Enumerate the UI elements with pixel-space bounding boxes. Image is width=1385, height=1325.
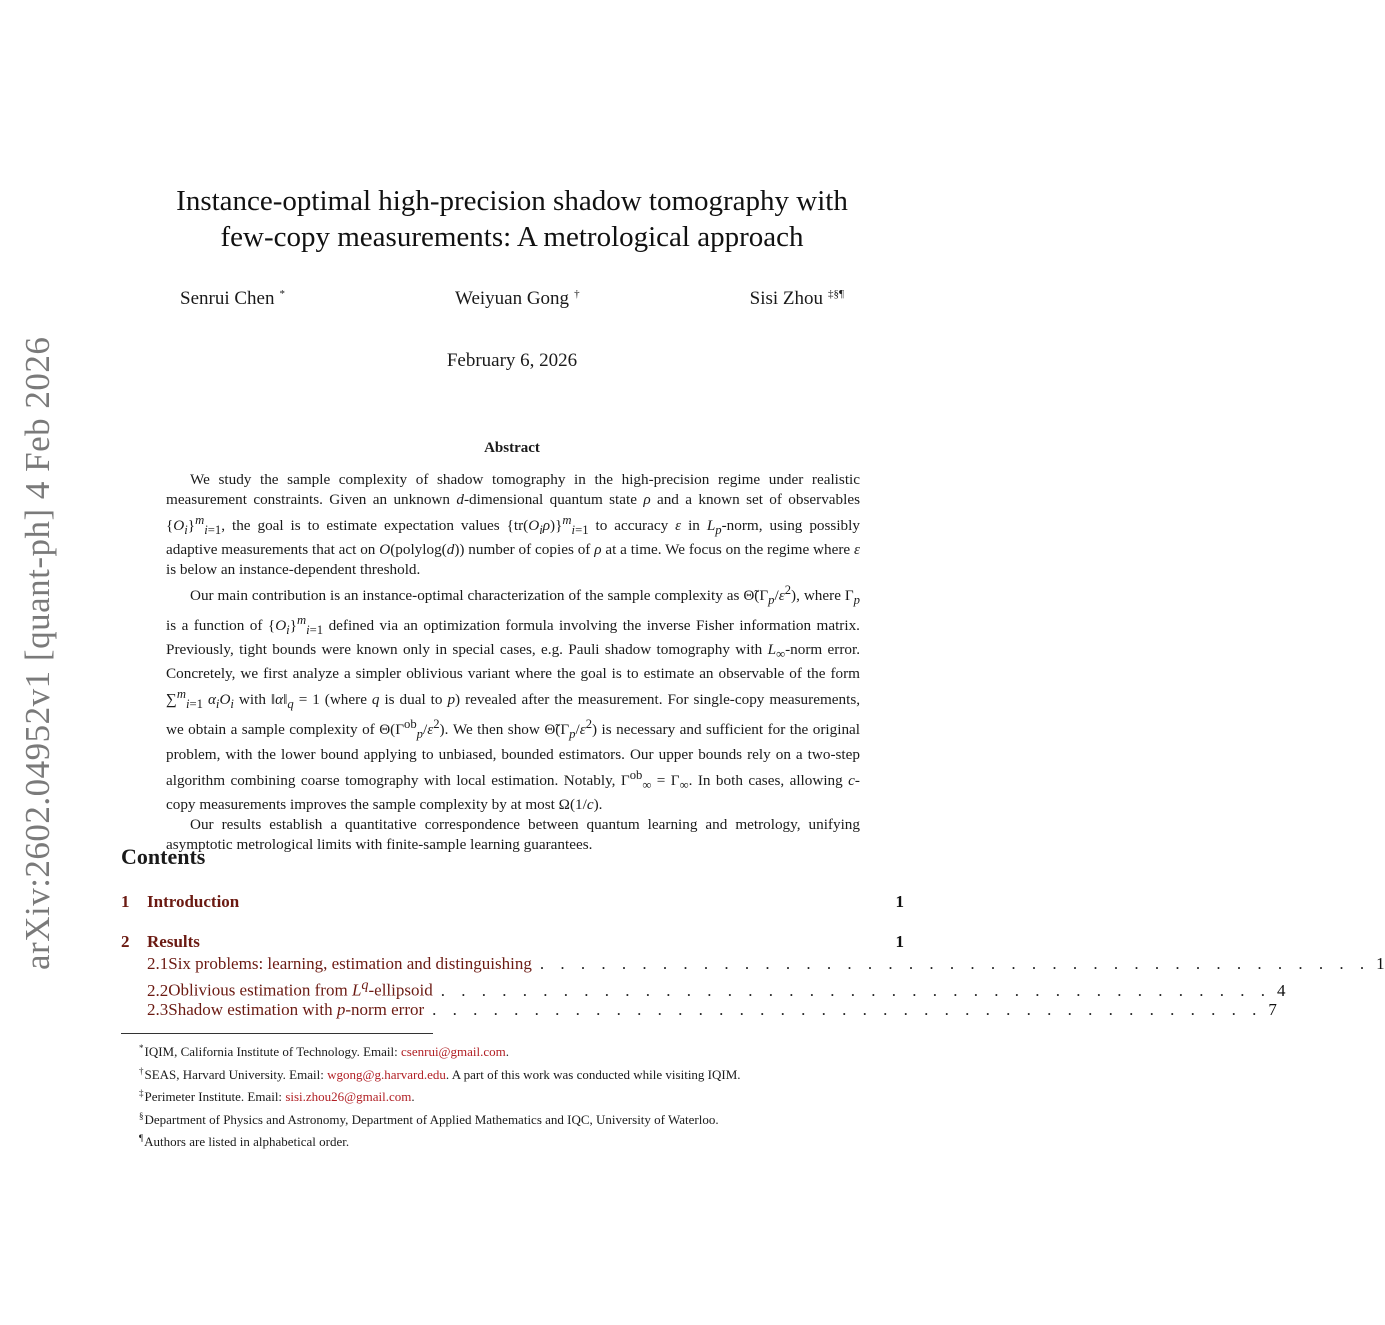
toc-leader: . . . . . . . . . . . . . . . . . . . . . . . . . . . . . . . . . . . . . . . . . bbox=[440, 980, 1271, 1000]
toc-link[interactable]: Results bbox=[147, 932, 200, 951]
footnote-4 bbox=[139, 1107, 899, 1130]
footnote-tail: . A part of this work was conducted while visiting IQIM. bbox=[445, 1066, 741, 1082]
table-of-contents bbox=[121, 892, 1385, 1023]
footnote-mark: † bbox=[139, 1065, 144, 1076]
footnote-2 bbox=[139, 1062, 899, 1085]
abstract-heading: Abstract bbox=[484, 440, 540, 456]
toc-link-suffix: -norm error bbox=[345, 1000, 425, 1019]
footnote-text: SEAS, Harvard University. Email: bbox=[144, 1066, 328, 1082]
email-link[interactable]: csenrui@gmail.com bbox=[401, 1044, 506, 1059]
toc-number: 2 bbox=[121, 932, 130, 951]
footnote-text: Perimeter Institute. Email: bbox=[144, 1089, 286, 1104]
footnote-text: Department of Physics and Astronomy, Department of Applied Mathematics and IQC, University of Waterloo. bbox=[144, 1111, 719, 1127]
footnote-5 bbox=[139, 1129, 899, 1152]
toc-leader: . . . . . . . . . . . . . . . . . . . . . . . . . . . . . . . . . . . . . . . . . bbox=[432, 1000, 1263, 1019]
toc-page: 1 bbox=[895, 932, 904, 951]
arxiv-identifier: arXiv:2602.04952v1 [quant-ph] 4 Feb 2026 bbox=[18, 336, 57, 970]
abstract-paragraph-1: We study the sample complexity of shadow tomography in the high-precision regime under realistic measurement constraints. Given an unknown d-dimensional quantum state ρ and a known set of observables $\{O_i\}^m_{i=1}$, the goal is to estimate expectation values $\{tr(O_i\rho)\}^m_{i=1}$ to accuracy ε in $L_p$-norm, using possibly adaptive measurements that act on O(polylog(d)) number of copies of ρ at a time. We focus on the regime where ε is below an instance-dependent threshold. bbox=[166, 471, 861, 579]
author-marks: * bbox=[279, 288, 285, 300]
paper-title bbox=[120, 183, 904, 255]
title-line-2: few-copy measurements: A metrological approach bbox=[220, 221, 804, 253]
author-marks: ‡§¶ bbox=[828, 288, 844, 300]
abstract-body bbox=[166, 470, 860, 855]
footnote-mark: ¶ bbox=[139, 1133, 144, 1143]
toc-section-introduction[interactable] bbox=[121, 892, 904, 914]
toc-page: 1 bbox=[895, 892, 904, 911]
abstract-paragraph-3: Our results establish a quantitative correspondence between quantum learning and metrology, unifying asymptotic metrological limits with finite-sample learning guarantees. bbox=[166, 815, 860, 853]
footnote-mark: * bbox=[139, 1043, 144, 1053]
toc-link[interactable]: Introduction bbox=[147, 892, 240, 911]
email-link[interactable]: sisi.zhou26@gmail.com bbox=[285, 1089, 412, 1104]
toc-number: 2.1 bbox=[147, 954, 169, 973]
publication-date: February 6, 2026 bbox=[446, 350, 578, 371]
contents-heading: Contents bbox=[121, 844, 206, 869]
title-line-1: Instance-optimal high-precision shadow tomography with bbox=[176, 185, 848, 217]
author-3 bbox=[750, 288, 844, 310]
author-name: Senrui Chen bbox=[180, 288, 275, 309]
email-link[interactable]: wgong@g.harvard.edu bbox=[327, 1066, 446, 1082]
toc-page: 4 bbox=[1276, 980, 1286, 1000]
footnote-1 bbox=[139, 1039, 899, 1062]
toc-link-text: Oblivious estimation from bbox=[168, 980, 348, 1000]
toc-link-suffix: -ellipsoid bbox=[368, 980, 433, 1000]
footnote-3 bbox=[139, 1084, 899, 1107]
footnote-rule bbox=[121, 1033, 433, 1034]
author-marks: † bbox=[574, 288, 580, 300]
footnote-text: IQIM, California Institute of Technology. Email: bbox=[144, 1044, 402, 1059]
toc-number: 2.3 bbox=[147, 1000, 169, 1019]
footnote-mark: § bbox=[139, 1110, 144, 1121]
toc-link[interactable]: Oblivious estimation from $L^q$-ellipsoid bbox=[168, 977, 433, 1000]
toc-link-text: Shadow estimation with bbox=[168, 1000, 333, 1019]
footnote-mark: ‡ bbox=[139, 1088, 144, 1098]
toc-subsection-oblivious-estimation[interactable] bbox=[121, 977, 1286, 1000]
author-name: Sisi Zhou bbox=[749, 288, 823, 309]
footnote-tail: . bbox=[505, 1044, 510, 1059]
author-2 bbox=[455, 288, 580, 310]
toc-section-results[interactable] bbox=[121, 932, 904, 954]
toc-page: 1 bbox=[1376, 954, 1385, 973]
author-name: Weiyuan Gong bbox=[455, 288, 570, 309]
toc-number: 2.2 bbox=[147, 980, 169, 1000]
toc-subsection-six-problems[interactable] bbox=[121, 954, 1385, 977]
abstract-paragraph-2: Our main contribution is an instance-optimal characterization of the sample complexity as $\Thetã(\Gamma_p/\varepsilon^2)$, where $\Gamma_p$ is a function of $\{O_i\}^m_{i=1}$ defined via an optimization formula involving the inverse Fisher information matrix. Previously, tight bounds were known only in special cases, e.g. Pauli shadow tomography with $L_\infty$-norm error. Concretely, we first analyze a simpler oblivious variant where the goal is to estimate an observable of the form ∑$^m_{i=1}$ $\alpha_iO_i$ with $‖\alpha‖_q = 1$ (where q is dual to p) revealed after the measurement. For single-copy measurements, we obtain a sample complexity of $\Theta(\Gamma^{ob}_p/\varepsilon^2)$. We then show $\Thetã(\Gamma_p/\varepsilon^2)$ is necessary and sufficient for the original problem, with the lower bound applying to unbiased, bounded estimators. Our upper bounds rely on a two-step algorithm combining coarse tomography with local estimation. Notably, $\Gamma^{ob}_\infty = \Gamma_\infty$. In both cases, allowing c-copy measurements improves the sample complexity by at most Ω(1/c). bbox=[166, 583, 861, 813]
author-list bbox=[180, 288, 844, 310]
footnote-text: Authors are listed in alphabetical order. bbox=[144, 1134, 350, 1149]
toc-link[interactable]: Shadow estimation with p-norm error bbox=[168, 1000, 425, 1019]
toc-link[interactable]: Six problems: learning, estimation and distinguishing bbox=[168, 954, 532, 973]
toc-leader: . . . . . . . . . . . . . . . . . . . . . . . . . . . . . . . . . . . . . . . . . bbox=[539, 954, 1371, 973]
author-1 bbox=[180, 288, 285, 310]
toc-subsection-shadow-estimation[interactable] bbox=[121, 1000, 1277, 1023]
toc-number: 1 bbox=[121, 892, 130, 911]
toc-page: 7 bbox=[1268, 1000, 1277, 1019]
footnote-tail: . bbox=[411, 1089, 415, 1104]
footnotes bbox=[139, 1039, 899, 1152]
